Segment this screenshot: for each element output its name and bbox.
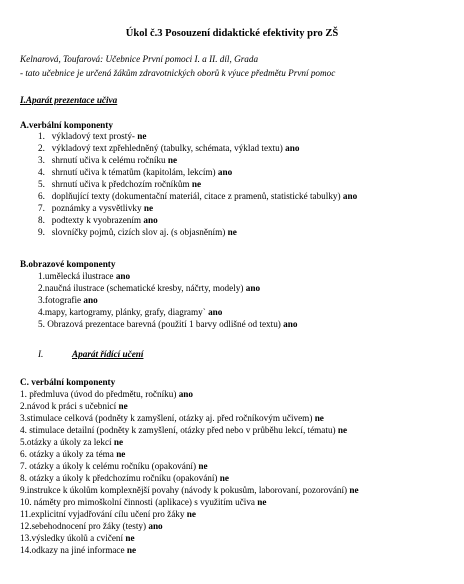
list-item: 2.naučná ilustrace (schematické kresby, náčrty, modely) ano <box>38 283 261 293</box>
list-item: 5. Obrazová prezentace barevná (použití 1 barvy odlišné od textu) ano <box>38 319 298 329</box>
list-item: 9.instrukce k úkolům komplexnější povahy (návody k pokusům, laborovaní, pozorování) ne <box>20 485 359 495</box>
section-heading-presentation: I.Aparát prezentace učiva <box>20 95 118 105</box>
list-item: 2.návod k práci s učebnicí ne <box>20 401 128 411</box>
list-item: 8. otázky a úkoly k předchozímu ročníku (opakování) ne <box>20 473 229 483</box>
section-heading-learning-control: Aparát řídící učení <box>72 349 144 359</box>
document-title: Úkol č.3 Posouzení didaktické efektivity pro ZŠ <box>125 28 339 39</box>
list-item: 3.stimulace celková (podněty k zamyšlení, otázky aj. před ročníkovým učivem) ne <box>20 413 324 423</box>
subsection-heading-a: A.verbální komponenty <box>20 120 113 130</box>
list-item: 12.sebehodnocení pro žáky (testy) ano <box>20 521 163 531</box>
list-item: 2. výkladový text zpřehledněný (tabulky, schémata, výklad textu) ano <box>38 143 300 153</box>
list-item: 7. poznámky a vysvětlivky ne <box>38 203 154 213</box>
section-number-roman: I. <box>38 349 44 359</box>
list-item: 5. shrnutí učiva k předchozím ročníkům ne <box>38 179 202 189</box>
subsection-heading-c: C. verbální komponenty <box>20 377 116 387</box>
list-item: 8. podtexty k vyobrazením ano <box>38 215 158 225</box>
list-item: 13.výsledky úkolů a cvičení ne <box>20 533 135 543</box>
list-item: 11.explicitní vyjadřování cílu učení pro žáky ne <box>20 509 196 519</box>
list-item: 6. doplňující texty (dokumentační materiál, citace z pramenů, statistické tabulky) ano <box>38 191 358 201</box>
list-item: 1.umělecká ilustrace ano <box>38 271 131 281</box>
list-item: 10. náměty pro mimoškolní činnosti (aplikace) s využitím učiva ne <box>20 497 267 507</box>
list-item: 1. výkladový text prostý- ne <box>38 131 147 141</box>
list-item: 4.mapy, kartogramy, plánky, grafy, diagramy` ano <box>38 307 223 317</box>
list-item: 5.otázky a úkoly za lekcí ne <box>20 437 124 447</box>
subsection-heading-b: B.obrazové komponenty <box>20 259 116 269</box>
list-item: 4. stimulace detailní (podněty k zamyšlení, otázky před nebo v průběhu lekcí, tématu) ne <box>20 425 348 435</box>
source-citation: Kelnarová, Toufarová: Učebnice První pomoci I. a II. díl, Grada <box>20 54 259 64</box>
list-item: 4. shrnutí učiva k tématům (kapitolám, lekcím) ano <box>38 167 233 177</box>
source-note: - tato učebnice je určená žákům zdravotnických oborů k výuce předmětu První pomoc <box>20 68 336 78</box>
list-item: 3. shrnutí učiva k celému ročníku ne <box>38 155 178 165</box>
list-item: 14.odkazy na jiné informace ne <box>20 545 137 555</box>
list-item: 7. otázky a úkoly k celému ročníku (opakování) ne <box>20 461 208 471</box>
list-item: 9. slovníčky pojmů, cizích slov aj. (s objasněním) ne <box>38 227 237 237</box>
list-item: 3.fotografie ano <box>38 295 98 305</box>
list-item: 1. předmluva (úvod do předmětu, ročníku) ano <box>20 389 194 399</box>
list-item: 6. otázky a úkoly za téma ne <box>20 449 126 459</box>
